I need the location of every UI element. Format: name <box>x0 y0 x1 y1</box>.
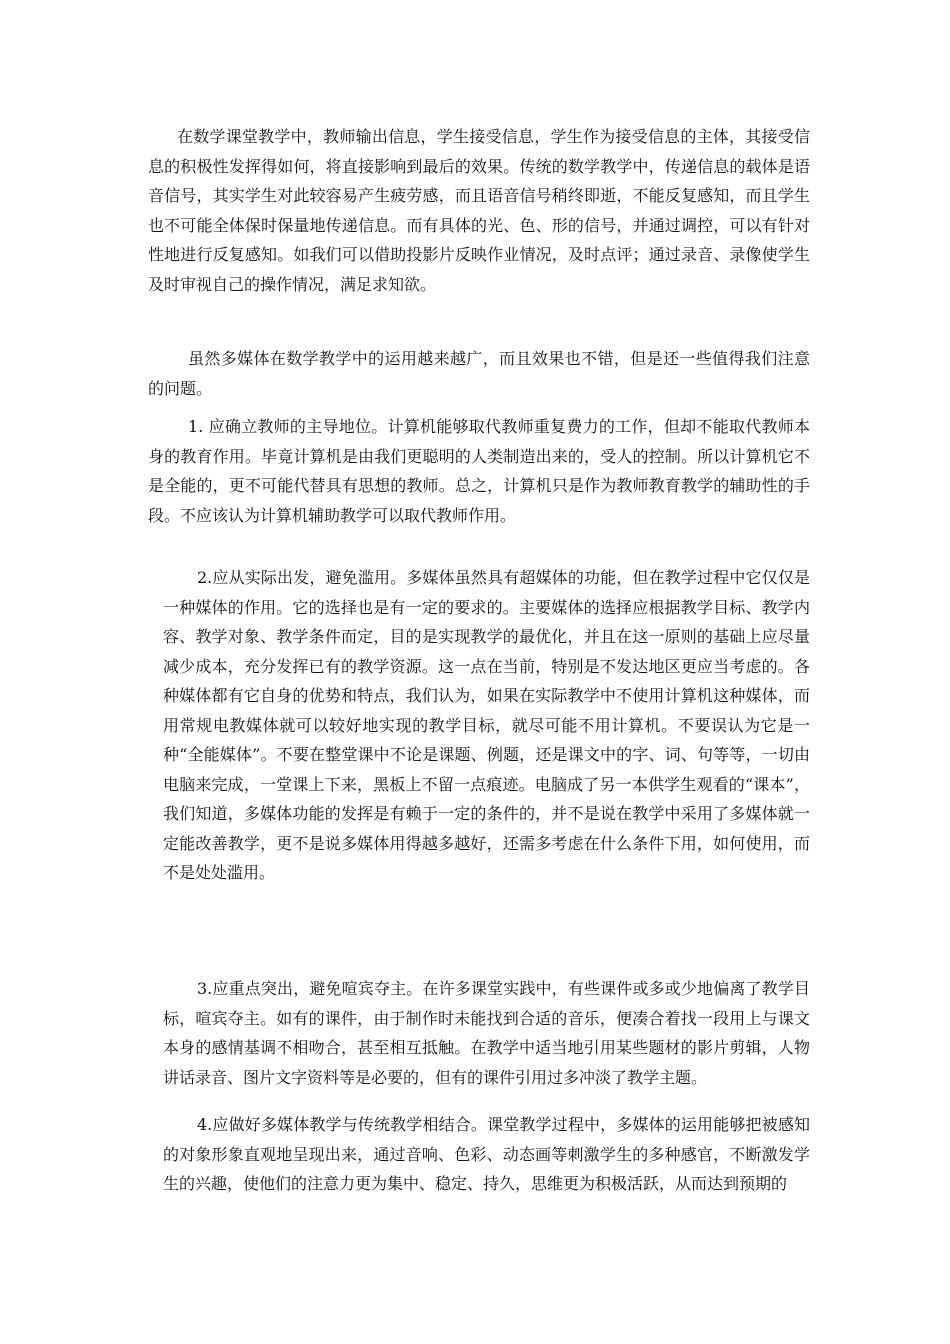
paragraph-point-4: 4.应做好多媒体教学与传统教学相结合。课堂教学过程中，多媒体的运用能够把被感知的对象形象直观地呈现出来，通过音响、色彩、动态画等刺激学生的多种感官，不断激发学生的兴趣，使他们的注意力更为集中、稳定、持久，思维更为积极活跃，从而达到预期的 <box>163 1115 810 1193</box>
paragraph-intro: 在数学课堂教学中，教师输出信息，学生接受信息，学生作为接受信息的主体，其接受信息的积极性发挥得如何，将直接影响到最后的效果。传统的数学教学中，传递信息的载体是语音信号，其实学生对此较容易产生疲劳感，而且语音信号稍终即逝，不能反复感知，而且学生也不可能全体保时保量地传递信息。而有具体的光、色、形的信号，并通过调控，可以有针对性地进行反复感知。如我们可以借助投影片反映作业情况，及时点评；通过录音、录像使学生及时审视自己的操作情况，满足求知欲。 <box>148 127 810 294</box>
paragraph-point-2: 2.应从实际出发，避免滥用。多媒体虽然具有超媒体的功能，但在教学过程中它仅仅是一种媒体的作用。它的选择也是有一定的要求的。主要媒体的选择应根据教学目标、教学内容、教学对象、教学条件而定，目的是实现教学的最优化，并且在这一原则的基础上应尽量减少成本，充分发挥已有的教学资源。这一点在当前，特别是不发达地区更应当考虑的。各种媒体都有它自身的优势和特点，我们认为，如果在实际教学中不使用计算机这种媒体，而用常规电教媒体就可以较好地实现的教学目标，就尽可能不用计算机。不要误认为它是一种“全能媒体”。不要在整堂课中不论是课题、例题，还是课文中的字、词、句等等，一切由电脑来完成，一堂课上下来，黑板上不留一点痕迹。电脑成了另一本供学生观看的“课本”，我们知道，多媒体功能的发挥是有赖于一定的条件的，并不是说在教学中采用了多媒体就一定能改善教学，更不是说多媒体用得越多越好，还需多考虑在什么条件下用，如何使用，而不是处处滥用。 <box>163 568 810 882</box>
paragraph-point-1: 1. 应确立教师的主导地位。计算机能够取代教师重复费力的工作，但却不能取代教师本身的教育作用。毕竟计算机是由我们更聪明的人类制造出来的，受人的控制。所以计算机它不是全能的，更不可能代替具有思想的教师。总之，计算机只是作为教师教育教学的辅助性的手段。不应该认为计算机辅助教学可以取代教师作用。 <box>148 417 810 525</box>
paragraph-transition: 虽然多媒体在数学教学中的运用越来越广，而且效果也不错，但是还一些值得我们注意的问题。 <box>148 349 810 398</box>
paragraph-point-3: 3.应重点突出，避免喧宾夺主。在许多课堂实践中，有些课件或多或少地偏离了教学目标，喧宾夺主。如有的课件，由于制作时未能找到合适的音乐，便凑合着找一段用上与课文本身的感情基调不相吻合，甚至相互抵触。在教学中适当地引用某些题材的影片剪辑，人物讲话录音、图片文字资料等是必要的，但有的课件引用过多冲淡了教学主题。 <box>163 979 810 1087</box>
